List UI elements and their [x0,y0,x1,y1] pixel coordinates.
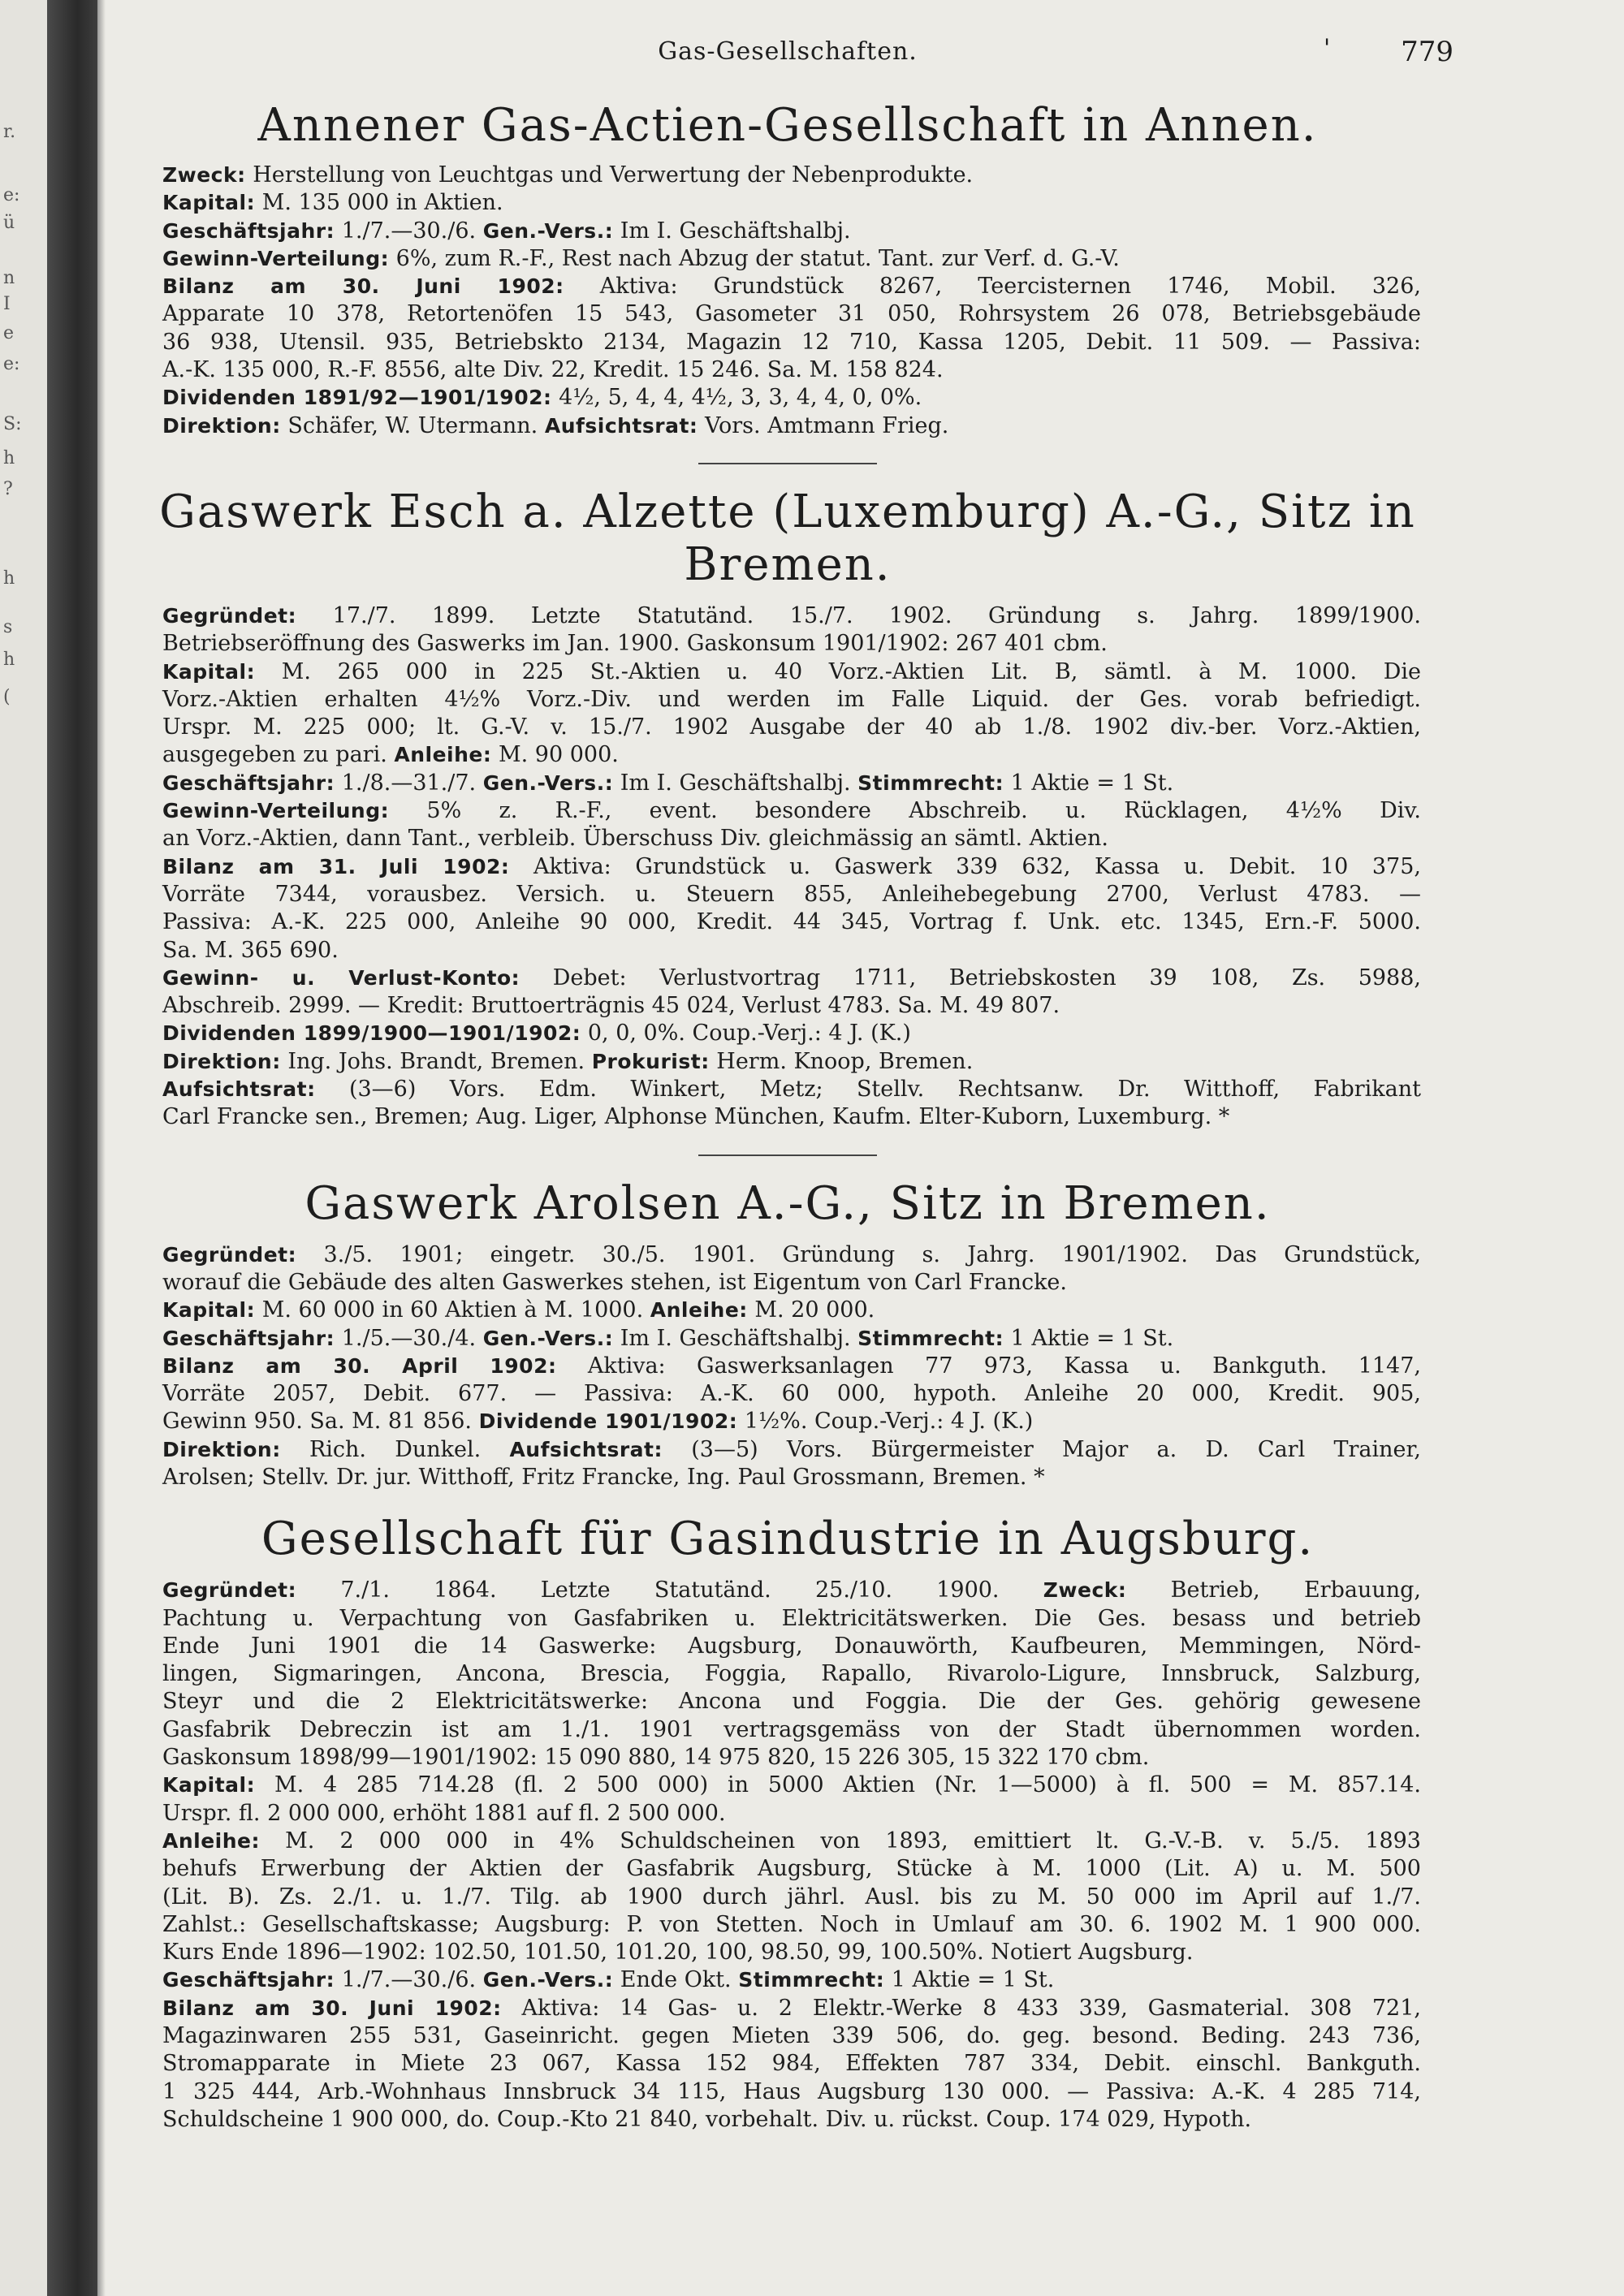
field-text: Gasfabrik Debreczin ist am 1./1. 1901 vertragsgemäss von der Stadt übernommen worden. [162,1716,1421,1742]
field-text: Gaskonsum 1898/99—1901/1902: 15 090 880, 14 975 820, 15 226 305, 15 322 170 cbm. [162,1745,1150,1771]
field-label: Geschäftsjahr: [162,770,335,795]
section-body-augsburg [162,1577,1421,2134]
bleed-fragment: ü [3,213,15,233]
field-label: Direktion: [162,1049,281,1073]
field-label: Geschäftsjahr: [162,1326,335,1350]
bleed-fragment: e: [3,354,20,374]
field-label: Bilanz am 30. April 1902: [162,1353,557,1378]
field-text: 1 Aktie = 1 St. [884,1967,1055,1993]
field-label: Bilanz am 30. Juni 1902: [162,1996,502,2020]
field-label: Kapital: [162,1773,256,1798]
text-line [162,630,1421,658]
field-text: 1 325 444, Arb.-Wohnhaus Innsbruck 34 115, Haus Augsburg 130 000. — Passiva: A.-K. 4 285 714, [162,2078,1421,2104]
field-text: Betrieb, Erbauung, [1126,1577,1421,1603]
field-text: Vorräte 2057, Debit. 677. — Passiva: A.-K. 60 000, hypoth. Anleihe 20 000, Kredit. 905, [162,1381,1421,1407]
text-line [162,1103,1421,1131]
text-line [162,329,1421,356]
field-label: Gewinn-Verteilung: [162,246,390,270]
text-line [162,797,1421,825]
field-label: Gen.-Vers.: [482,218,614,243]
field-text: Schuldscheine 1 900 000, do. Coup.-Kto 21 840, vorbehalt. Div. u. rückst. Coup. 174 029, Hypoth. [162,2106,1252,2132]
field-text: Aktiva: 14 Gas- u. 2 Elektr.-Werke 8 433 339, Gasmaterial. 308 721, [501,1995,1421,2021]
text-line [162,1436,1421,1464]
field-text: Ende Okt. [613,1967,739,1993]
field-label: Gegründet: [162,1242,297,1267]
header-mark: ' [1324,34,1331,63]
field-text: Sa. M. 365 690. [162,937,339,963]
text-line [162,1855,1421,1883]
text-line [162,2106,1421,2134]
text-line [162,992,1421,1020]
field-text: Herm. Knoop, Bremen. [709,1048,974,1074]
text-line [162,189,1421,217]
text-line [162,1688,1421,1716]
field-text: Vorz.-Aktien erhalten 4½% Vorz.-Div. und werden im Falle Liquid. der Ges. vorab befriedigt. [162,686,1421,712]
field-label: Gegründet: [162,1578,297,1603]
field-text: Urspr. fl. 2 000 000, erhöht 1881 auf fl. 2 500 000. [162,1800,726,1826]
field-label: Aufsichtsrat: [162,1077,316,1102]
field-text: ausgegeben zu pari. [162,742,395,768]
text-line [162,384,1421,412]
field-text: Carl Francke sen., Bremen; Aug. Liger, Alphonse München, Kaufm. Elter-Kuborn, Luxemburg. * [162,1104,1230,1130]
field-label: Geschäftsjahr: [162,1968,335,1992]
field-text: an Vorz.-Aktien, dann Tant., verbleib. Überschuss Div. gleichmässig an sämtl. Aktien. [162,826,1108,852]
bleed-fragment: S: [3,414,22,434]
bleed-fragment: n [3,268,15,288]
field-text: 4½, 5, 4, 4, 4½, 3, 3, 4, 4, 0, 0%. [551,385,922,411]
field-text: Arolsen; Stellv. Dr. jur. Witthoff, Fritz Francke, Ing. Paul Grossmann, Bremen. * [162,1464,1045,1490]
field-text: Schäfer, W. Utermann. [280,412,545,438]
text-line [162,908,1421,936]
field-label: Kapital: [162,1298,256,1323]
field-text: Debet: Verlustvortrag 1711, Betriebskosten 39 108, Zs. 5988, [520,965,1421,990]
text-line [162,937,1421,965]
field-text: Stromapparate in Miete 23 067, Kassa 152 984, Effekten 787 334, Debit. einschl. Bankguth. [162,2051,1421,2077]
text-line [162,965,1421,992]
field-text: Herstellung von Leuchtgas und Verwertung der Nebenprodukte. [245,162,974,188]
field-text: Abschreib. 2999. — Kredit: Bruttoerträgnis 45 024, Verlust 4783. Sa. M. 49 807. [162,993,1060,1019]
text-line [162,741,1421,769]
field-label: Zweck: [162,163,246,187]
text-line [162,1076,1421,1103]
spine-gradient [97,0,106,2296]
text-line [162,1605,1421,1633]
section-title-arolsen: Gaswerk Arolsen A.-G., Sitz in Bremen. [304,1176,1271,1230]
field-text: Magazinwaren 255 531, Gaseinricht. gegen Mieten 339 506, do. geg. besond. Beding. 243 736, [162,2023,1421,2049]
section-separator [698,1154,877,1156]
field-text: (3—5) Vors. Bürgermeister Major a. D. Carl Trainer, [663,1436,1421,1462]
left-page-edge [0,0,47,2296]
field-label: Anleihe: [394,743,492,767]
field-text: Zahlst.: Gesellschaftskasse; Augsburg: P. von Stetten. Noch in Umlauf am 30. 6. 1902 M. 1 900 000. [162,1911,1421,1937]
field-text: M. 265 000 in 225 St.-Aktien u. 40 Vorz.-Aktien Lit. B, sämtl. à M. 1000. Die [255,658,1421,684]
field-label: Anleihe: [650,1298,748,1323]
field-text: M. 135 000 in Aktien. [255,190,503,216]
text-line [162,1744,1421,1772]
text-line [162,1995,1421,2022]
field-text: Gewinn 950. Sa. M. 81 856. [162,1409,479,1435]
text-line [162,356,1421,384]
field-label: Gen.-Vers.: [482,1968,614,1992]
field-text: Passiva: A.-K. 225 000, Anleihe 90 000, Kredit. 44 345, Vortrag f. Unk. etc. 1345, Ern.-F. 5000. [162,909,1421,935]
text-line [162,1353,1421,1380]
field-text: 1 Aktie = 1 St. [1004,770,1174,796]
field-text: Im I. Geschäftshalbj. [613,770,858,796]
field-text: 17./7. 1899. Letzte Statutänd. 15./7. 1902. Gründung s. Jahrg. 1899/1900. [296,602,1421,628]
field-text: (Lit. B). Zs. 2./1. u. 1./7. Tilg. ab 1900 durch jährl. Ausl. bis zu M. 50 000 im April auf 1./7. [162,1884,1421,1910]
text-line [162,1020,1421,1047]
bleed-fragment: ( [3,687,11,707]
text-line [162,1408,1421,1435]
field-text: Aktiva: Gaswerksanlagen 77 973, Kassa u. Bankguth. 1147, [556,1353,1421,1379]
text-line [162,1660,1421,1688]
running-title: Gas-Gesellschaften. [658,37,918,66]
field-text: Ende Juni 1901 die 14 Gaswerke: Augsburg, Donauwörth, Kaufbeuren, Memmingen, Nörd- [162,1633,1421,1659]
field-label: Bilanz am 30. Juni 1902: [162,274,564,299]
text-line [162,686,1421,714]
bleed-fragment: e: [3,185,20,205]
bleed-fragment: h [3,568,15,589]
text-line [162,1269,1421,1297]
field-label: Anleihe: [162,1828,260,1853]
text-line [162,1772,1421,1799]
text-line [162,2050,1421,2078]
field-label: Stimmrecht: [857,770,1004,795]
field-text: Aktiva: Grundstück 8267, Teercisternen 1746, Mobil. 326, [564,274,1421,300]
field-label: Zweck: [1043,1578,1127,1603]
bleed-fragment: h [3,650,15,670]
field-text: behufs Erwerbung der Aktien der Gasfabrik Augsburg, Stücke à M. 1000 (Lit. A) u. M. 500 [162,1856,1421,1882]
field-text: 1./5.—30./4. [335,1325,483,1351]
text-line [162,602,1421,630]
bleed-fragment: ? [3,479,13,499]
field-text: 1½%. Coup.-Verj.: 4 J. (K.) [737,1409,1034,1435]
field-text: Rich. Dunkel. [280,1436,510,1462]
field-text: 7./1. 1864. Letzte Statutänd. 25./10. 1900. [296,1577,1043,1603]
text-line [162,245,1421,273]
field-label: Dividenden 1891/92—1901/1902: [162,386,552,410]
section-title-annen: Annener Gas-Actien-Gesellschaft in Annen. [257,99,1318,152]
field-label: Direktion: [162,413,281,438]
text-line [162,1380,1421,1408]
field-label: Aufsichtsrat: [509,1437,663,1461]
text-line [162,658,1421,686]
field-text: Pachtung u. Verpachtung von Gasfabriken u. Elektricitätswerken. Die Ges. besass und betrieb [162,1605,1421,1631]
field-text: Betriebseröffnung des Gaswerks im Jan. 1900. Gaskonsum 1901/1902: 267 401 cbm. [162,631,1108,657]
section-separator [698,463,877,464]
field-label: Direktion: [162,1437,281,1461]
field-text: M. 4 285 714.28 (fl. 2 500 000) in 5000 Aktien (Nr. 1—5000) à fl. 500 = M. 857.14. [255,1772,1421,1798]
field-text: Im I. Geschäftshalbj. [613,1325,858,1351]
text-line [162,1939,1421,1966]
field-label: Geschäftsjahr: [162,218,335,243]
field-label: Kapital: [162,191,256,215]
field-text: M. 60 000 in 60 Aktien à M. 1000. [255,1297,650,1323]
text-line [162,2078,1421,2106]
field-label: Gen.-Vers.: [482,770,614,795]
field-text: 6%, zum R.-F., Rest nach Abzug der statut. Tant. zur Verf. d. G.-V. [389,245,1120,271]
field-text: (3—6) Vors. Edm. Winkert, Metz; Stellv. Rechtsanw. Dr. Witthoff, Fabrikant [315,1077,1421,1103]
field-text: worauf die Gebäude des alten Gaswerkes stehen, ist Eigentum von Carl Francke. [162,1269,1067,1295]
field-label: Prokurist: [591,1049,710,1073]
section-body-annen [162,162,1421,440]
text-line [162,825,1421,852]
text-line [162,2022,1421,2050]
field-text: M. 2 000 000 in 4% Schuldscheinen von 1893, emittiert lt. G.-V.-B. v. 5./5. 1893 [260,1828,1421,1854]
text-line [162,770,1421,797]
text-line [162,1716,1421,1744]
bleed-fragment: s [3,617,13,637]
text-line [162,218,1421,245]
text-line [162,1966,1421,1994]
field-text: 1 Aktie = 1 St. [1004,1325,1174,1351]
field-text: 1./7.—30./6. [335,1967,483,1993]
field-label: Gewinn-Verteilung: [162,799,390,823]
field-text: Vorräte 7344, vorausbez. Versich. u. Steuern 855, Anleihebegebung 2700, Verlust 4783. — [162,881,1421,907]
text-line [162,1464,1421,1491]
field-text: Vors. Amtmann Frieg. [698,412,949,438]
field-label: Stimmrecht: [738,1968,885,1992]
document-page [122,32,1453,2134]
text-line [162,1800,1421,1828]
page-number: 779 [1401,36,1453,68]
bleed-fragment: h [3,448,15,468]
text-line [162,1633,1421,1660]
field-text: M. 90 000. [491,742,619,768]
section-title-augsburg: Gesellschaft für Gasindustrie in Augsburg. [261,1513,1315,1566]
text-line [162,1241,1421,1269]
field-text: 0, 0, 0%. Coup.-Verj.: 4 J. (K.) [581,1021,911,1047]
field-label: Stimmrecht: [857,1326,1004,1350]
field-label: Gewinn- u. Verlust-Konto: [162,965,520,990]
text-line [162,1577,1421,1604]
field-text: A.-K. 135 000, R.-F. 8556, alte Div. 22, Kredit. 15 246. Sa. M. 158 824. [162,357,944,383]
text-line [162,1325,1421,1353]
field-label: Dividenden 1899/1900—1901/1902: [162,1021,581,1046]
field-text: M. 20 000. [747,1297,875,1323]
text-line [162,1911,1421,1939]
text-line [162,881,1421,908]
text-line [162,273,1421,300]
field-text: 3./5. 1901; eingetr. 30./5. 1901. Gründung s. Jahrg. 1901/1902. Das Grundstück, [296,1241,1421,1267]
field-text: 1./8.—31./7. [335,770,483,796]
section-title-esch: Gaswerk Esch a. Alzette (Luxemburg) A.-G., Sitz in Bremen. [159,485,1416,591]
field-label: Dividende 1901/1902: [478,1409,738,1434]
field-text: 1./7.—30./6. [335,218,483,244]
section-body-esch [162,602,1421,1132]
running-header [122,32,1453,81]
field-text: 5% z. R.-F., event. besondere Abschreib. u. Rücklagen, 4½% Div. [389,798,1421,824]
field-label: Kapital: [162,659,256,684]
field-text: Urspr. M. 225 000; lt. G.-V. v. 15./7. 1902 Ausgabe der 40 ab 1./8. 1902 div.-ber. Vorz.-Aktien, [162,714,1421,740]
text-line [162,853,1421,881]
text-line [162,1884,1421,1911]
text-line [162,714,1421,741]
field-text: Ing. Johs. Brandt, Bremen. [280,1048,592,1074]
field-text: Apparate 10 378, Retortenöfen 15 543, Gasometer 31 050, Rohrsystem 26 078, Betriebsgebäude [162,301,1421,327]
field-text: Kurs Ende 1896—1902: 102.50, 101.50, 101.20, 100, 98.50, 99, 100.50%. Notiert Augsburg. [162,1940,1194,1966]
field-text: lingen, Sigmaringen, Ancona, Brescia, Foggia, Rapallo, Rivarolo-Ligure, Innsbruck, Salzburg, [162,1661,1421,1687]
text-line [162,412,1421,440]
field-label: Gen.-Vers.: [482,1326,614,1350]
bleed-fragment: r. [3,122,16,142]
field-text: Aktiva: Grundstück u. Gaswerk 339 632, Kassa u. Debit. 10 375, [509,853,1422,879]
text-line [162,1828,1421,1855]
text-line [162,1297,1421,1324]
section-body-arolsen [162,1241,1421,1492]
field-text: 36 938, Utensil. 935, Betriebskto 2134, Magazin 12 710, Kassa 1205, Debit. 11 509. — Passiva: [162,329,1421,355]
bleed-fragment: e [3,323,15,343]
text-line [162,162,1421,189]
bleed-fragment: I [3,294,11,314]
field-text: Steyr und die 2 Elektricitätswerke: Ancona und Foggia. Die der Ges. gehörig gewesene [162,1689,1421,1715]
field-text: Im I. Geschäftshalbj. [613,218,851,244]
field-label: Aufsichtsrat: [544,413,698,438]
book-spine-shadow [47,0,97,2296]
text-line [162,1048,1421,1076]
field-label: Bilanz am 31. Juli 1902: [162,854,510,878]
text-line [162,300,1421,328]
field-label: Gegründet: [162,603,297,628]
